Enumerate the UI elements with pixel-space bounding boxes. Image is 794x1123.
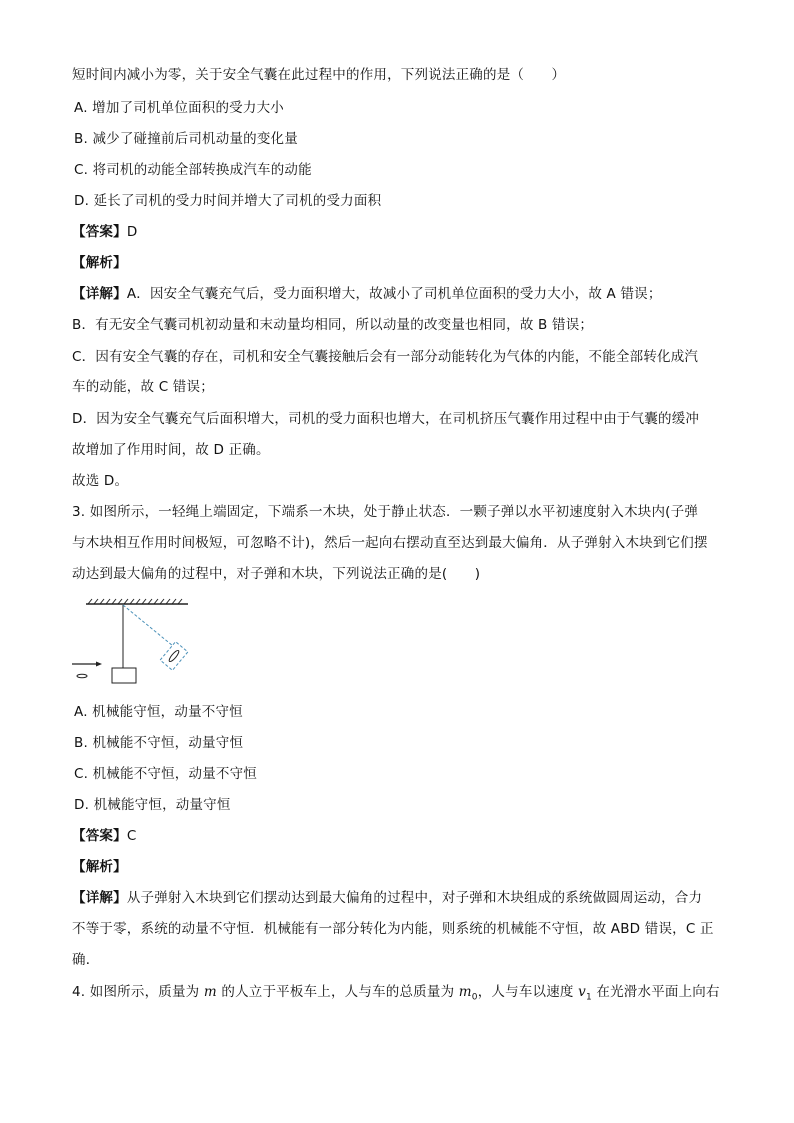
symbol-m0-sub: 0: [471, 992, 478, 1003]
q2-stem-tail: 短时间内减小为零，关于安全气囊在此过程中的作用，下列说法正确的是（ ）: [72, 67, 566, 83]
q3-stem-line-1: 3. 如图所示，一轻绳上端固定，下端系一木块，处于静止状态．一颗子弹以水平初速度射入木块内(子弹: [72, 504, 699, 520]
q2-option-c: C. 将司机的动能全部转换成汽车的动能: [74, 162, 312, 178]
q4-stem-line-1: [72, 983, 720, 1007]
detail-label: 【详解】: [72, 890, 127, 906]
q3-answer: [72, 827, 136, 845]
q3-detail-line-2: 不等于零，系统的动量不守恒．机械能有一部分转化为内能，则系统的机械能不守恒，故 ABD 错误，C 正: [72, 921, 714, 937]
q2-answer: [72, 223, 137, 241]
bullet: [77, 674, 87, 678]
symbol-m0: m: [458, 984, 472, 1000]
swing-rope-dashed: [123, 605, 173, 646]
answer-value: C: [126, 828, 137, 844]
q4-text-tail: 在光滑水平面上向右: [591, 984, 720, 1000]
detail-text: A．因安全气囊充气后，受力面积增大，故减小了司机单位面积的受力大小，故 A 错误；: [126, 286, 662, 302]
q3-detail-line-3: 确．: [72, 952, 100, 968]
q3-detail-line-1: [72, 889, 702, 907]
detail-label: 【详解】: [72, 286, 127, 302]
q2-option-a: A. 增加了司机单位面积的受力大小: [74, 100, 284, 116]
q2-detail-line-1: [72, 285, 662, 303]
answer-label: 【答案】: [72, 224, 127, 240]
q2-detail-line-3: C．因有安全气囊的存在，司机和安全气囊接触后会有一部分动能转化为气体的内能，不能全部转化成汽: [72, 349, 699, 365]
symbol-v1: v: [578, 984, 586, 1000]
q3-stem-line-3: 动达到最大偏角的过程中，对子弹和木块，下列说法正确的是( ): [72, 566, 481, 582]
q3-option-d: D. 机械能守恒，动量守恒: [74, 797, 231, 813]
q2-option-d: D. 延长了司机的受力时间并增大了司机的受力面积: [74, 193, 382, 209]
q2-detail-line-6: 故增加了作用时间，故 D 正确。: [72, 442, 270, 458]
q2-detail-line-5: D．因为安全气囊充气后面积增大，司机的受力面积也增大，在司机挤压气囊作用过程中由于气囊的缓冲: [72, 411, 700, 427]
q2-detail-line-2: B．有无安全气囊司机初动量和末动量均相同，所以动量的改变量也相同，故 B 错误；: [72, 317, 594, 333]
q2-analysis-label: 【解析】: [72, 255, 127, 271]
q2-detail-line-4: 车的动能，故 C 错误；: [72, 379, 214, 395]
detail-text: 从子弹射入木块到它们摆动达到最大偏角的过程中，对子弹和木块组成的系统做圆周运动，合力: [126, 890, 703, 906]
symbol-v1-sub: 1: [585, 992, 592, 1003]
answer-value: D: [126, 224, 138, 240]
symbol-m: m: [203, 984, 217, 1000]
pendulum-figure: [68, 598, 198, 688]
swung-block: [160, 642, 188, 671]
q2-option-b: B. 减少了碰撞前后司机动量的变化量: [74, 131, 298, 147]
q4-text-mid2: ，人与车以速度: [477, 984, 579, 1000]
q4-text-prefix: 4. 如图所示，质量为: [72, 984, 204, 1000]
wooden-block: [112, 668, 136, 683]
q2-detail-line-7: 故选 D。: [72, 473, 129, 489]
q3-option-c: C. 机械能不守恒，动量不守恒: [74, 766, 258, 782]
arrow-head: [96, 662, 102, 667]
q4-text-mid1: 的人立于平板车上，人与车的总质量为: [216, 984, 459, 1000]
q3-option-a: A. 机械能守恒，动量不守恒: [74, 704, 243, 720]
q3-analysis-label: 【解析】: [72, 859, 127, 875]
q3-stem-line-2: 与木块相互作用时间极短，可忽略不计)，然后一起向右摆动直至达到最大偏角．从子弹射入木块到它们摆: [72, 535, 708, 551]
q3-option-b: B. 机械能不守恒，动量守恒: [74, 735, 244, 751]
answer-label: 【答案】: [72, 828, 127, 844]
